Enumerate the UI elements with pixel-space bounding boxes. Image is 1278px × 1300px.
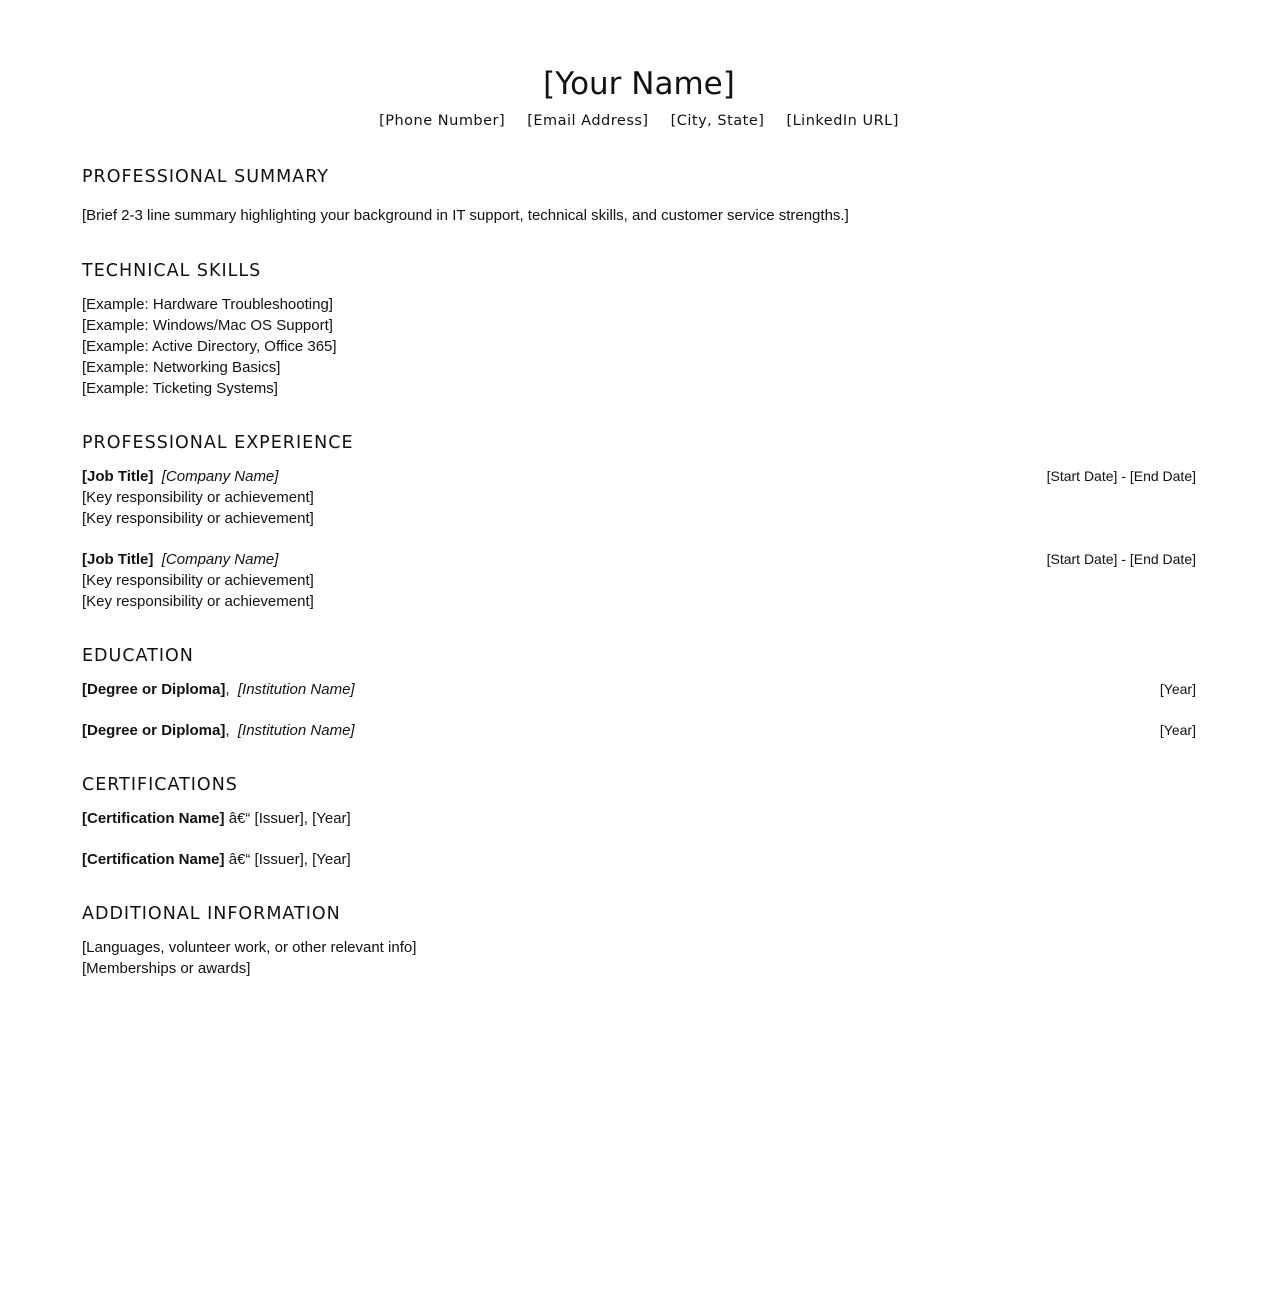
separator: , <box>225 681 230 698</box>
phone: [Phone Number] <box>379 113 506 129</box>
certification-entry <box>82 849 1196 870</box>
summary-section <box>82 166 1196 226</box>
location: [City, State] <box>670 113 765 129</box>
job-bullet: [Key responsibility or achievement] <box>82 510 314 527</box>
certification-details: â€“ [Issuer], [Year] <box>228 851 351 868</box>
skill-item: [Example: Active Directory, Office 365] <box>82 338 337 355</box>
education-entry <box>82 679 1196 700</box>
email: [Email Address] <box>527 113 649 129</box>
section-heading: TECHNICAL SKILLS <box>82 261 262 281</box>
skill-item: [Example: Hardware Troubleshooting] <box>82 296 333 313</box>
institution: [Institution Name] <box>237 722 355 739</box>
company-name: [Company Name] <box>161 551 279 568</box>
certification-entry <box>82 808 1196 829</box>
job-title: [Job Title] <box>82 468 154 485</box>
job-dates: [Start Date] - [End Date] <box>1046 551 1196 567</box>
institution: [Institution Name] <box>237 681 355 698</box>
job-bullet: [Key responsibility or achievement] <box>82 572 314 589</box>
experience-section <box>82 432 1196 612</box>
skill-item: [Example: Networking Basics] <box>82 359 281 376</box>
section-heading: ADDITIONAL INFORMATION <box>82 904 341 924</box>
job-entry <box>82 549 1196 612</box>
linkedin: [LinkedIn URL] <box>786 113 899 129</box>
separator: , <box>225 722 230 739</box>
candidate-name: [Your Name] <box>543 66 735 102</box>
certification-name: [Certification Name] <box>82 810 225 827</box>
contact-line <box>82 113 1196 129</box>
section-heading: PROFESSIONAL SUMMARY <box>82 167 329 187</box>
section-heading: EDUCATION <box>82 646 194 666</box>
education-year: [Year] <box>1159 681 1196 697</box>
job-bullet: [Key responsibility or achievement] <box>82 489 314 506</box>
additional-section <box>82 903 1196 979</box>
summary-text: [Brief 2-3 line summary highlighting your background in IT support, technical skills, and customer service strengths.] <box>82 207 849 224</box>
section-heading: PROFESSIONAL EXPERIENCE <box>82 433 354 453</box>
company-name: [Company Name] <box>161 468 279 485</box>
skills-section <box>82 260 1196 399</box>
section-heading: CERTIFICATIONS <box>82 775 238 795</box>
certifications-section <box>82 774 1196 870</box>
job-title: [Job Title] <box>82 551 154 568</box>
degree: [Degree or Diploma] <box>82 681 226 698</box>
skill-item: [Example: Windows/Mac OS Support] <box>82 317 333 334</box>
education-entry <box>82 720 1196 741</box>
education-year: [Year] <box>1159 722 1196 738</box>
certification-name: [Certification Name] <box>82 851 225 868</box>
degree: [Degree or Diploma] <box>82 722 226 739</box>
job-entry <box>82 466 1196 529</box>
additional-item: [Memberships or awards] <box>82 960 251 977</box>
certification-details: â€“ [Issuer], [Year] <box>228 810 351 827</box>
job-bullet: [Key responsibility or achievement] <box>82 593 314 610</box>
additional-item: [Languages, volunteer work, or other relevant info] <box>82 939 417 956</box>
education-section <box>82 645 1196 741</box>
job-dates: [Start Date] - [End Date] <box>1046 468 1196 484</box>
skill-item: [Example: Ticketing Systems] <box>82 380 278 397</box>
